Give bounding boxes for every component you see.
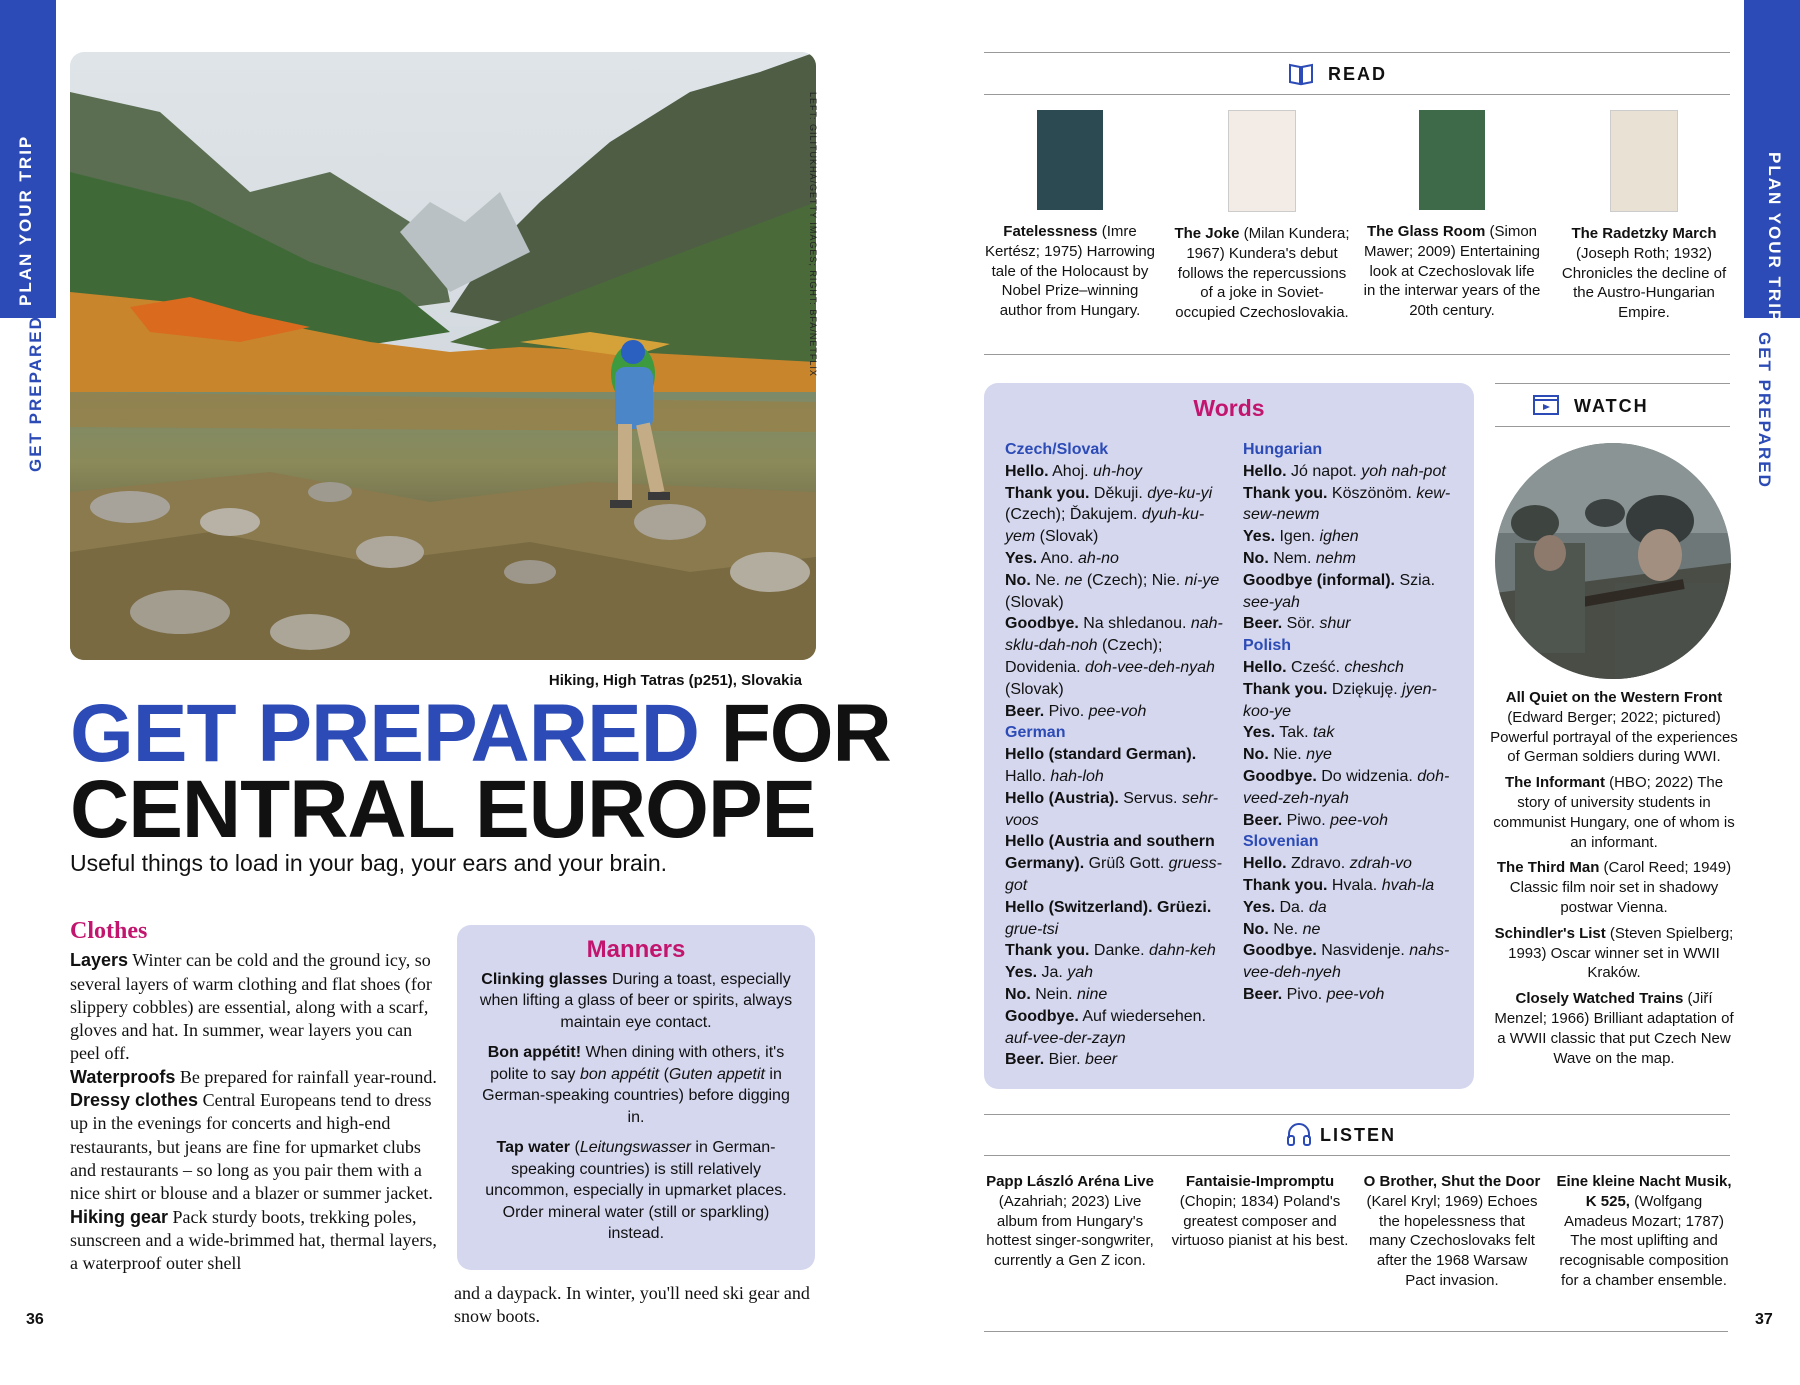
- phrase: [1243, 570, 1461, 614]
- phrase: [1243, 483, 1461, 527]
- phrase-pronunciation: pee-voh: [1088, 702, 1147, 720]
- clothes-continuation: and a daypack. In winter, you'll need ski gear and snow boots.: [454, 1283, 810, 1327]
- phrase-word: Sör.: [1282, 615, 1320, 633]
- phrase-term: No.: [1005, 985, 1031, 1003]
- manners-text: (: [570, 1139, 580, 1156]
- words-column-left: [1005, 439, 1223, 1071]
- phrase-term: Thank you.: [1005, 942, 1090, 960]
- book-item: [1554, 110, 1734, 323]
- phrase: [1005, 1006, 1223, 1050]
- headphones-icon: [1286, 1122, 1312, 1151]
- film-title: The Third Man: [1496, 859, 1600, 877]
- manners-box: [457, 925, 815, 1270]
- phrase-word: Hvala.: [1327, 876, 1382, 894]
- phrase: [1243, 744, 1461, 766]
- watch-label: WATCH: [1574, 396, 1649, 416]
- phrase-pronunciation: nahs-vee-deh-nyeh: [1243, 942, 1450, 982]
- book-title: Fatelessness: [1003, 223, 1098, 240]
- film-title: Schindler's List: [1494, 924, 1606, 942]
- photo-caption: Hiking, High Tatras (p251), Slovakia: [548, 672, 802, 689]
- manners-text: in German-speaking countries) is still relatively uncommon, especially in upmarket places. Order mineral water (still or sparkling) instead.: [485, 1139, 787, 1242]
- clothes-text: Be prepared for rainfall year-round.: [175, 1066, 437, 1087]
- phrase-term: Hello.: [1005, 462, 1049, 480]
- phrase: [1243, 722, 1461, 744]
- phrase-pronunciation: auf-vee-der-zayn: [1005, 1029, 1126, 1047]
- phrase-term: Yes.: [1005, 549, 1038, 567]
- read-rule-end: [984, 354, 1730, 355]
- phrase-pronunciation: dahn-keh: [1149, 942, 1216, 960]
- phrase-word: Auf wiedersehen.: [1078, 1007, 1206, 1025]
- phrase: [1005, 461, 1223, 483]
- phrase-term: Thank you.: [1243, 876, 1328, 894]
- phrase-word: Ne.: [1030, 571, 1065, 589]
- album-item: [980, 1172, 1160, 1271]
- phrase-word: Jó napot.: [1286, 462, 1362, 480]
- phrase-pronunciation: zdrah-vo: [1349, 855, 1412, 873]
- phrase-word: Nem.: [1268, 549, 1316, 567]
- book-title: The Glass Room: [1366, 223, 1486, 240]
- phrase: [1005, 613, 1223, 700]
- phrase: [1005, 831, 1223, 896]
- phrase-word: Nein.: [1030, 985, 1078, 1003]
- phrase: [1243, 613, 1461, 635]
- soldiers-illustration: [1495, 443, 1731, 679]
- phrase-term: Yes.: [1243, 528, 1276, 546]
- film-title: Closely Watched Trains: [1515, 990, 1684, 1008]
- album-item: [1170, 1172, 1350, 1251]
- manners-term: Clinking glasses: [481, 970, 608, 988]
- phrase-term: Hello.: [1243, 855, 1287, 873]
- phrase-pronunciation: hvah-la: [1381, 876, 1435, 894]
- watch-list: [1490, 688, 1738, 1074]
- phrase: [1243, 984, 1461, 1006]
- page-number-right: 37: [1755, 1311, 1773, 1328]
- photo-credit: LEFT: GILITUKHA/GETTY IMAGES; RIGHT: BFA/NETFLIX: [808, 92, 818, 377]
- phrase-term: No.: [1005, 571, 1031, 589]
- phrase: [1005, 984, 1223, 1006]
- phrase: [1005, 483, 1223, 548]
- album-text: (Karel Kryl; 1969) Echoes the hopelessness that many Czechoslovaks felt after the 1968 Warsaw Pact invasion.: [1366, 1192, 1538, 1289]
- manners-text: When dining with others, it's polite to say: [490, 1044, 785, 1083]
- language-heading: Czech/Slovak: [1005, 441, 1109, 458]
- phrase-word: Do widzenia.: [1316, 767, 1418, 785]
- phrase-pronunciation: yoh nah-pot: [1361, 462, 1446, 480]
- phrase: [1243, 875, 1461, 897]
- phrase-pronunciation: jyen-koo-ye: [1243, 680, 1437, 720]
- phrase-pronunciation: ne: [1064, 571, 1083, 589]
- phrase-pronunciation: sehr-voos: [1005, 789, 1219, 829]
- book-icon: [1288, 62, 1314, 91]
- book-cover: [1419, 110, 1485, 210]
- phrase-pronunciation: uh-hoy: [1093, 462, 1142, 480]
- phrase-word: Ne.: [1268, 920, 1303, 938]
- phrase-pronunciation: hah-loh: [1050, 767, 1104, 785]
- manners-italic: bon appétit: [579, 1065, 660, 1083]
- film-title: All Quiet on the Western Front: [1505, 689, 1723, 706]
- phrase-pronunciation: dyuh-ku-yem: [1005, 506, 1205, 546]
- phrase: [1005, 570, 1223, 614]
- film-text: (Carol Reed; 1949) Classic film noir set in shadowy postwar Vienna.: [1509, 859, 1732, 916]
- right-side-label: GET PREPARED: [1755, 332, 1774, 489]
- phrase-word: (Slovak): [1005, 593, 1064, 611]
- phrase: [1005, 788, 1223, 832]
- phrase-term: Beer.: [1005, 1051, 1045, 1069]
- phrase: [1243, 766, 1461, 810]
- phrase-term: Goodbye.: [1005, 1007, 1079, 1025]
- film-text: (HBO; 2022) The story of university students in communist Hungary, one of whom is an informant.: [1493, 774, 1735, 851]
- page-subtitle: Useful things to load in your bag, your ears and your brain.: [70, 850, 668, 876]
- book-text: (Imre Kertész; 1975) Harrowing tale of the Holocaust by Nobel Prize–winning author from Hungary.: [984, 223, 1156, 320]
- words-column-right: [1243, 439, 1461, 1006]
- phrase-term: Yes.: [1005, 964, 1038, 982]
- headline-line2: CENTRAL EUROPE: [70, 764, 816, 855]
- phrase-word: Hallo.: [1005, 767, 1051, 785]
- book-cover: [1037, 110, 1103, 210]
- phrase-term: Hello (Switzerland).: [1005, 898, 1153, 916]
- phrase-word: (Czech); Dovidenia.: [1005, 637, 1163, 676]
- album-item: [1554, 1172, 1734, 1291]
- clothes-term: Dressy clothes: [70, 1090, 199, 1111]
- clothes-item: [70, 1089, 440, 1205]
- phrase-word: Nie.: [1268, 746, 1307, 764]
- manners-heading: Manners: [586, 936, 686, 963]
- phrase-word: Da.: [1275, 898, 1309, 916]
- phrase-pronunciation: grue-tsi: [1005, 920, 1059, 938]
- phrase-word: Szia.: [1395, 571, 1436, 589]
- phrase-word: Danke.: [1089, 942, 1150, 960]
- phrase-word: Pivo.: [1282, 985, 1327, 1003]
- film-item: [1490, 773, 1738, 852]
- language-heading: Slovenian: [1243, 833, 1319, 851]
- book-text: (Simon Mawer; 2009) Entertaining look at Czechoslovak life in the interwar years of the 20th century.: [1363, 223, 1541, 320]
- phrase-pronunciation: cheshch: [1344, 658, 1404, 676]
- phrase-word: Tak.: [1275, 724, 1313, 742]
- phrase-term: Yes.: [1243, 898, 1276, 916]
- phrase-term: Goodbye.: [1243, 767, 1317, 785]
- manners-italic: Guten appetit: [668, 1065, 765, 1083]
- phrase-word: (Czech); Ďakujem.: [1005, 506, 1142, 524]
- phrase-term: No.: [1243, 746, 1269, 764]
- phrase-term: Beer.: [1243, 615, 1283, 633]
- album-text: (Wolfgang Amadeus Mozart; 1787) The most uplifting and recognisable composition for a chamber ensemble.: [1559, 1192, 1729, 1289]
- phrase-term: Thank you.: [1005, 484, 1090, 502]
- phrase-pronunciation: pee-voh: [1326, 985, 1385, 1003]
- phrase-term: Hello (standard German).: [1005, 746, 1197, 764]
- phrase-word: (Slovak): [1035, 528, 1099, 546]
- clothes-heading: Clothes: [70, 918, 148, 944]
- phrase-word: Grüß Gott.: [1084, 855, 1169, 873]
- album-item: [1362, 1172, 1542, 1291]
- clapperboard-icon: [1532, 392, 1560, 421]
- phrase-word: Igen.: [1275, 528, 1320, 546]
- read-label: READ: [1328, 64, 1388, 84]
- phrase-term: Hello (Austria and southern Germany).: [1005, 833, 1215, 873]
- book-cover: [1228, 110, 1296, 212]
- left-side-label: GET PREPARED: [26, 315, 45, 472]
- page-number-left: 36: [26, 1311, 44, 1328]
- phrase-pronunciation: shur: [1319, 615, 1351, 633]
- clothes-term: Layers: [70, 950, 129, 971]
- film-text: (Steven Spielberg; 1993) Oscar winner set in WWII Kraków.: [1508, 924, 1734, 982]
- film-item: [1490, 924, 1738, 983]
- phrase: [1005, 701, 1223, 723]
- book-item: [1172, 110, 1352, 323]
- phrase-pronunciation: beer: [1085, 1051, 1118, 1069]
- phrase: [1005, 940, 1223, 962]
- album-title: Fantaisie-Impromptu: [1185, 1173, 1335, 1190]
- phrase-word: Ano.: [1037, 549, 1078, 567]
- phrase-term: Goodbye.: [1243, 942, 1317, 960]
- phrase-word: Na shledanou.: [1078, 615, 1191, 633]
- album-title: Papp László Aréna Live: [986, 1173, 1154, 1190]
- language-heading: Hungarian: [1243, 441, 1323, 458]
- phrase-term: Thank you.: [1243, 680, 1328, 698]
- phrase-pronunciation: nine: [1077, 985, 1108, 1003]
- phrase-term: Grüezi.: [1152, 898, 1212, 916]
- clothes-term: Waterproofs: [70, 1066, 176, 1087]
- album-text: (Azahriah; 2023) Live album from Hungary's hottest singer-songwriter, currently a Gen Z icon.: [986, 1192, 1154, 1270]
- phrase-word: Nasvidenje.: [1316, 942, 1410, 960]
- phrase-pronunciation: dye-ku-yi: [1147, 484, 1213, 502]
- listen-label: LISTEN: [1320, 1125, 1397, 1145]
- phrase-term: Goodbye (informal).: [1243, 571, 1395, 589]
- phrase-word: Cześć.: [1286, 658, 1345, 676]
- phrase-pronunciation: kew-sew-newm: [1243, 484, 1451, 524]
- phrase: [1005, 548, 1223, 570]
- language-heading: Polish: [1243, 637, 1292, 655]
- language-heading: German: [1005, 724, 1066, 742]
- right-tab-label: PLAN YOUR TRIP: [1765, 152, 1784, 324]
- phrase-term: Yes.: [1243, 724, 1276, 742]
- phrase-term: Hello.: [1243, 658, 1287, 676]
- manners-term: Tap water: [496, 1139, 571, 1156]
- phrase-pronunciation: doh-vee-deh-nyah: [1085, 658, 1215, 676]
- clothes-item: [70, 1206, 440, 1276]
- phrase: [1243, 461, 1461, 483]
- film-item: [1490, 989, 1738, 1068]
- phrase-pronunciation: doh-veed-zeh-nyah: [1243, 767, 1450, 807]
- manners-text: (: [659, 1065, 669, 1083]
- manners-italic: Leitungswasser: [579, 1139, 691, 1156]
- phrase-word: (Slovak): [1005, 680, 1064, 698]
- album-title: O Brother, Shut the Door: [1363, 1173, 1541, 1190]
- listen-rule-bottom: [984, 1155, 1730, 1156]
- phrase-pronunciation: ah-no: [1077, 549, 1119, 567]
- phrase: [1243, 853, 1461, 875]
- left-tab-label: PLAN YOUR TRIP: [16, 134, 35, 306]
- phrase: [1243, 657, 1461, 679]
- phrase-word: Piwo.: [1282, 811, 1331, 829]
- clothes-text: Central Europeans tend to dress up in the evenings for concerts and high-end restaurants, but jeans are fine for upmarket clubs and restaurants – so long as you pair them with a nice shirt or blouse and a blazer or summer jacket.: [70, 1090, 433, 1204]
- headline-line1-rest: FOR: [698, 688, 891, 779]
- book-text: (Joseph Roth; 1932) Chronicles the decline of the Austro-Hungarian Empire.: [1561, 244, 1727, 322]
- phrase-pronunciation: ighen: [1319, 528, 1359, 546]
- film-item: [1490, 688, 1738, 767]
- album-title: Eine kleine Nacht Musik, K 525,: [1556, 1173, 1732, 1210]
- manners-item: [477, 1042, 795, 1128]
- phrase-term: Thank you.: [1243, 484, 1328, 502]
- read-rule-top: [984, 52, 1730, 53]
- phrase: [1005, 897, 1223, 941]
- phrase-word: Dziękuję.: [1327, 680, 1403, 698]
- book-item: [980, 110, 1160, 321]
- phrase: [1243, 548, 1461, 570]
- hero-photo-high-tatras: [70, 52, 816, 660]
- book-title: The Radetzky March: [1571, 225, 1717, 242]
- book-text: (Milan Kundera; 1967) Kundera's debut follows the repercussions of a joke in Soviet-occupied Czechoslovakia.: [1175, 225, 1350, 322]
- clothes-text: Winter can be cold and the ground icy, so several layers of warm clothing and flat shoes (for slippery cobbles) are essential, along with a scarf, gloves and hat. In summer, wear layers you can peel off.: [70, 950, 432, 1064]
- film-still-photo: [1495, 443, 1731, 679]
- phrase-term: Beer.: [1005, 702, 1045, 720]
- phrase-word: Pivo.: [1044, 702, 1089, 720]
- phrase-word: (Czech); Nie.: [1082, 571, 1185, 589]
- phrase: [1243, 897, 1461, 919]
- phrase: [1005, 962, 1223, 984]
- clothes-term: Hiking gear: [70, 1206, 169, 1227]
- album-text: (Chopin; 1834) Poland's greatest composer and virtuoso pianist at his best.: [1171, 1192, 1349, 1250]
- phrase-pronunciation: gruess-got: [1005, 855, 1222, 894]
- phrase-pronunciation: see-yah: [1243, 593, 1300, 611]
- headline-blue: GET PREPARED: [70, 688, 699, 779]
- book-item: [1362, 110, 1542, 321]
- phrase-pronunciation: ne: [1302, 920, 1321, 938]
- phrase-pronunciation: ni-ye: [1184, 571, 1220, 589]
- phrase-word: Zdravo.: [1286, 855, 1350, 873]
- phrase-pronunciation: nehm: [1315, 549, 1356, 567]
- words-heading: Words: [1193, 395, 1265, 421]
- read-rule-bottom: [984, 94, 1730, 95]
- film-item: [1490, 858, 1738, 917]
- manners-text: During a toast, especially when lifting a glass of beer or spirits, always maintain eye contact.: [479, 970, 793, 1031]
- book-title: The Joke: [1174, 225, 1240, 242]
- page-headline: [70, 688, 891, 855]
- words-box: [984, 383, 1474, 1089]
- clothes-item: [70, 1066, 440, 1089]
- phrase-term: No.: [1243, 549, 1269, 567]
- phrase-term: Beer.: [1243, 811, 1283, 829]
- phrase-word: Děkuji.: [1089, 484, 1148, 502]
- phrase: [1243, 919, 1461, 941]
- phrase-pronunciation: yah: [1067, 964, 1094, 982]
- phrase-word: Ja.: [1037, 964, 1068, 982]
- phrase: [1243, 810, 1461, 832]
- film-text: (Edward Berger; 2022; pictured) Powerful portrayal of the experiences of German soldiers during WWI.: [1490, 708, 1738, 766]
- phrase-word: Bier.: [1044, 1051, 1086, 1069]
- clothes-section: [70, 920, 440, 1275]
- phrase-term: No.: [1243, 920, 1269, 938]
- listen-rule-top: [984, 1114, 1730, 1115]
- phrase-pronunciation: da: [1308, 898, 1327, 916]
- phrase: [1243, 526, 1461, 548]
- manners-item: [477, 969, 795, 1034]
- film-title: The Informant: [1504, 774, 1605, 792]
- landscape-illustration: [70, 52, 816, 660]
- manners-text: in German-speaking countries) before digging in.: [482, 1065, 790, 1126]
- book-cover: [1610, 110, 1678, 212]
- phrase-pronunciation: pee-voh: [1330, 811, 1388, 829]
- film-text: (Jiří Menzel; 1966) Brilliant adaptation of a WWII classic that put Czech New Wave on the map.: [1494, 990, 1734, 1067]
- phrase-term: Hello (Austria).: [1005, 789, 1119, 807]
- phrase-pronunciation: nah-sklu-dah-noh: [1005, 615, 1223, 655]
- manners-item: [477, 1137, 795, 1245]
- phrase-word: Köszönöm.: [1327, 484, 1417, 502]
- phrase-word: Ahoj.: [1048, 462, 1094, 480]
- watch-rule-top: [1495, 383, 1730, 384]
- phrase: [1243, 940, 1461, 984]
- clothes-item: [70, 949, 440, 1065]
- phrase-pronunciation: tak: [1312, 724, 1335, 742]
- phrase-pronunciation: nye: [1306, 746, 1332, 764]
- phrase: [1005, 744, 1223, 788]
- phrase: [1005, 1049, 1223, 1071]
- phrase-word: Servus.: [1118, 789, 1182, 807]
- phrase: [1243, 679, 1461, 723]
- listen-rule-end: [984, 1331, 1728, 1332]
- phrase-term: Beer.: [1243, 985, 1283, 1003]
- phrase-term: Goodbye.: [1005, 615, 1079, 633]
- manners-term: Bon appétit!: [487, 1044, 582, 1061]
- clothes-text: Pack sturdy boots, trekking poles, sunscreen and a wide-brimmed hat, thermal layers, a waterproof outer shell: [70, 1206, 437, 1274]
- watch-rule-bottom: [1495, 426, 1730, 427]
- phrase-term: Hello.: [1243, 462, 1287, 480]
